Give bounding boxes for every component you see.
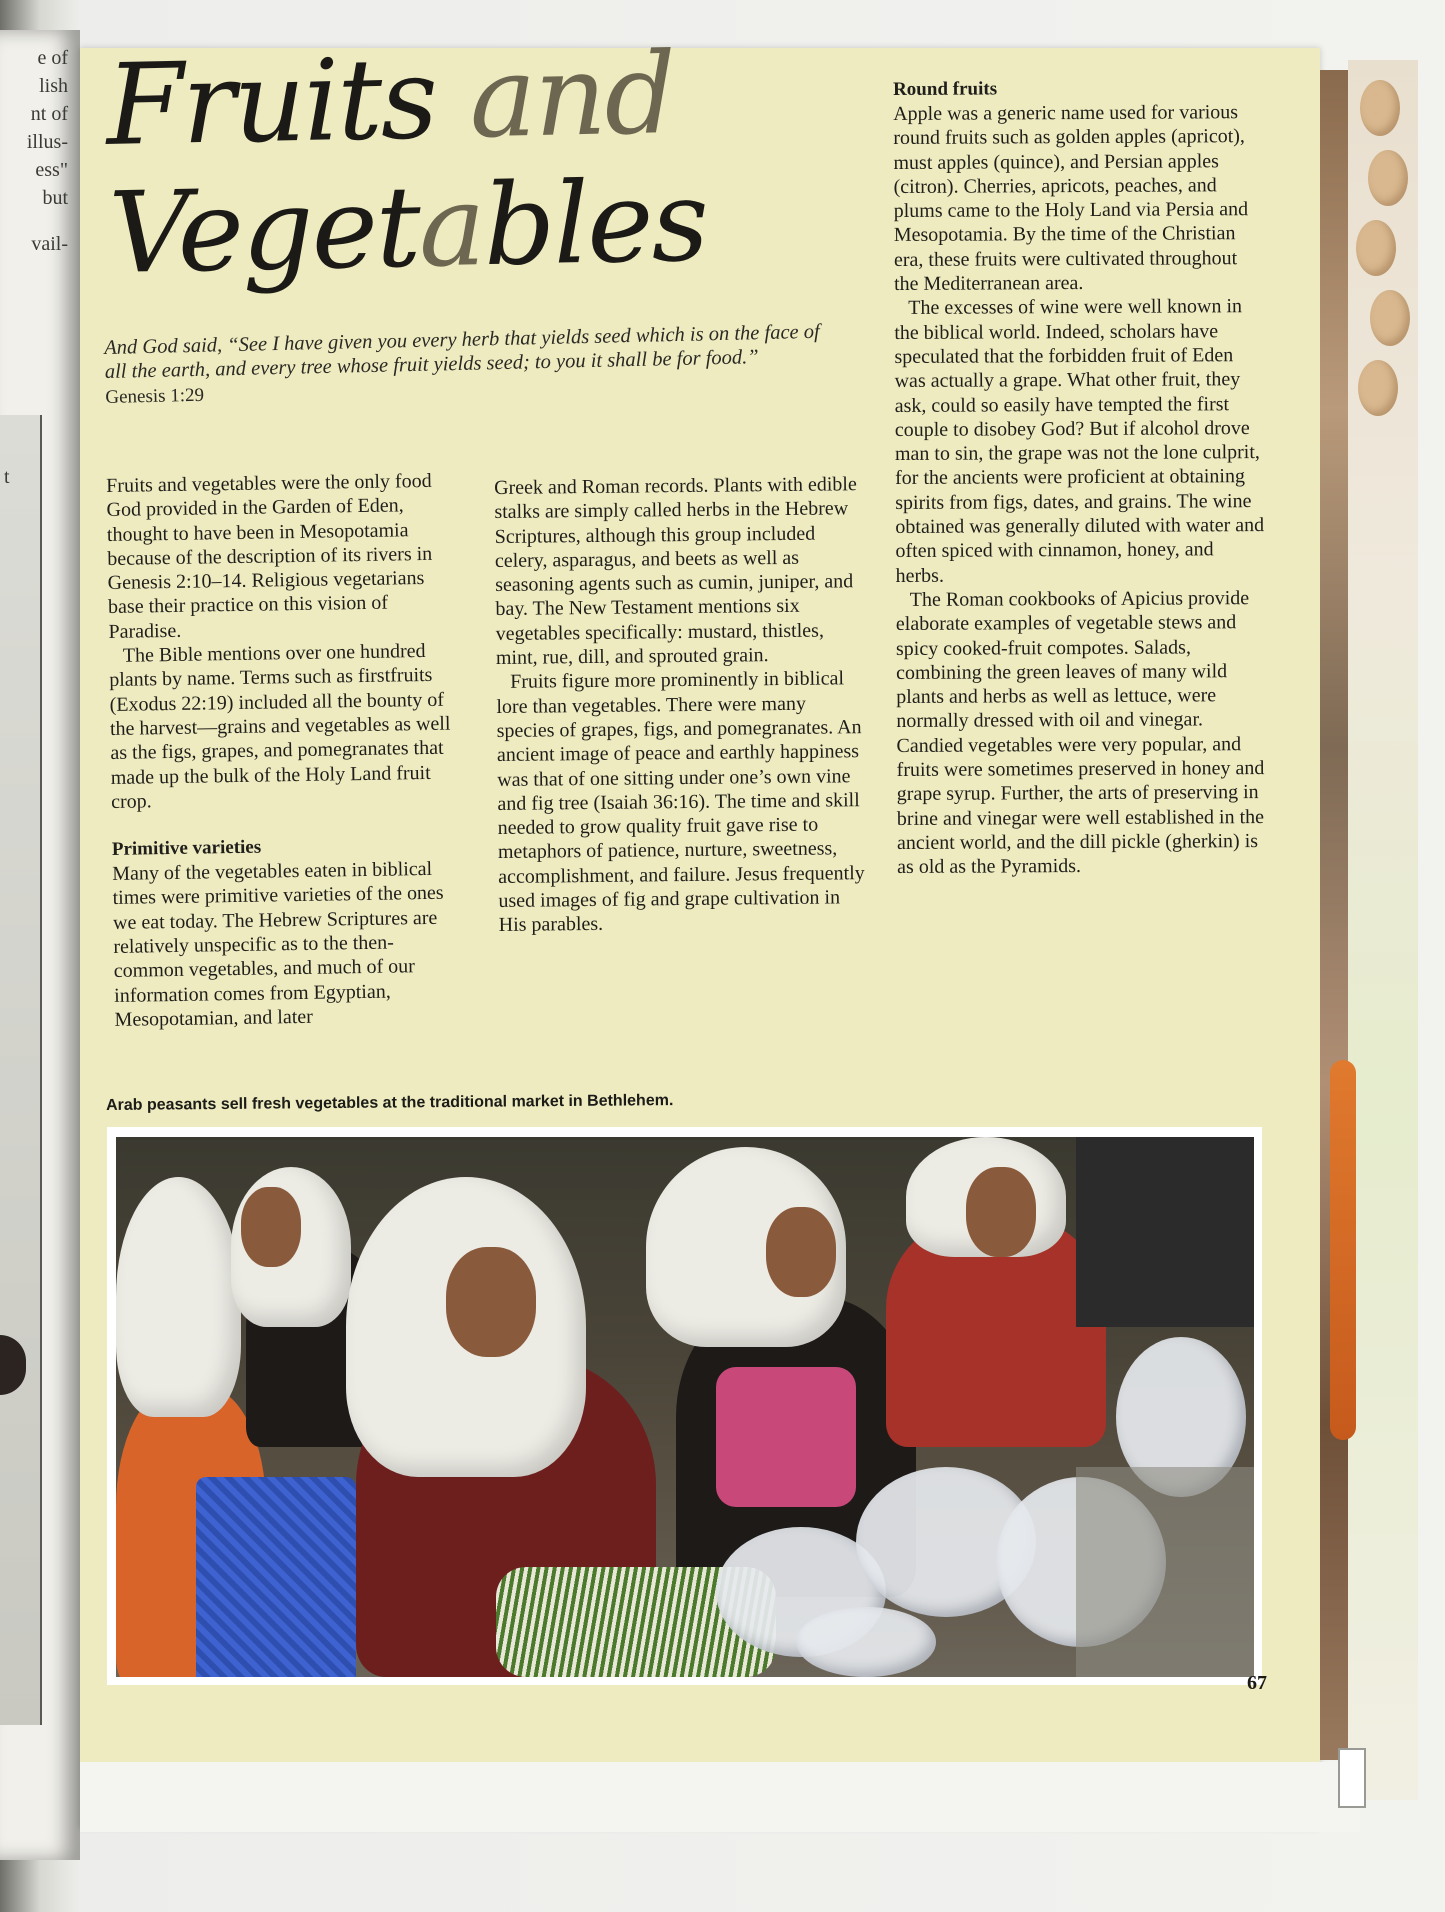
almond-image — [1360, 80, 1400, 136]
side-photo-accent — [1330, 1060, 1356, 1440]
text-column-3 — [893, 76, 1267, 879]
text-column-1 — [106, 469, 465, 1033]
market-photo — [116, 1137, 1254, 1677]
title-word: Fruits — [104, 34, 438, 171]
paragraph: The Bible mentions over one hundred plants by name. Terms such as firstfruits (Exodus 22:19) included all the bounty of the harvest—grains and vegetables as well as the figs, grapes, and pomegranates that made up the bulk of the Holy Land fruit crop. — [109, 640, 451, 813]
title-word: Veget — [107, 162, 421, 299]
side-photo-strip — [1320, 70, 1348, 1760]
paragraph: Many of the vegetables eaten in biblical times were primitive varieties of the ones we eat today. The Hebrew Scriptures are relatively unspecific as to the then-common vegetables, and much of our information comes from Egyptian, Mesopotamian, and later — [112, 858, 444, 1031]
prev-page-fragment: but — [42, 187, 68, 209]
article-title — [105, 29, 710, 298]
prev-page-fragment: lish — [39, 75, 68, 97]
photo-background-person — [1076, 1137, 1254, 1327]
photo-embroidery — [716, 1367, 856, 1507]
paragraph: The Roman cookbooks of Apicius provide elaborate examples of vegetable stews and spicy cooked-fruit compotes. Salads, combining the green leaves of many wild plants and herbs as well as lettuce, were normally dressed with oil and vinegar. Candied vegetables were very popular, and fruits were sometimes preserved in honey and grape syrup. Further, the arts of preserving in brine and vinegar were well established in the ancient world, and the dill pickle (gherkin) is as old as the Pyramids. — [895, 587, 1265, 879]
photo-face — [966, 1167, 1036, 1257]
prev-page-photo — [0, 415, 42, 1725]
photo-caption: Arab peasants sell fresh vegetables at the traditional market in Bethlehem. — [106, 1092, 674, 1114]
photo-headscarf — [116, 1177, 241, 1417]
section-heading: Primitive varieties — [111, 836, 262, 861]
title-letter: a — [417, 161, 485, 293]
title-word: and — [468, 29, 676, 164]
photo-produce-bag — [796, 1607, 936, 1677]
prev-page-fragment: t — [4, 466, 10, 488]
photo-face — [241, 1187, 301, 1267]
next-page-edge — [1348, 60, 1418, 1800]
page-bottom-margin — [80, 1762, 1360, 1832]
paragraph: Greek and Roman records. Plants with edible stalks are simply called herbs in the Hebrew Scriptures, although this group included celery, asparagus, and beets as well as seasoning agents such as cumin, juniper, and bay. The New Testament mentions six vegetables specifically: mustard, thistles, mint, rue, dill, and sprouted grain. — [494, 473, 857, 670]
almond-image — [1358, 360, 1398, 416]
photo-ground — [1076, 1467, 1254, 1677]
title-word: bles — [482, 156, 709, 292]
paragraph: Fruits and vegetables were the only food God provided in the Garden of Eden, thought to have been in Mesopotamia because of the description of its rivers in Genesis 2:10–14. Religious vegetarians base their practice on this vision of Paradise. — [106, 469, 433, 643]
prev-page-fragment: illus- — [26, 131, 68, 153]
almond-image — [1370, 290, 1410, 346]
prev-page-fragment: e of — [37, 47, 68, 69]
photo-face — [766, 1207, 836, 1297]
paragraph: Apple was a generic name used for various round fruits such as golden apples (apricot), must apples (quince), and Persian apples (citron). Cherries, apricots, peaches, and plums came to the Holy Land via Persia and Mesopotamia. By the time of the Christian era, these fruits were cultivated throughout the Mediterranean area. — [893, 101, 1249, 296]
prev-page-fragment: ess" — [35, 159, 68, 181]
photo-basket — [196, 1477, 356, 1677]
photo-face — [446, 1247, 536, 1357]
page-clip — [1338, 1748, 1366, 1808]
prev-page-fragment: vail- — [31, 233, 68, 255]
almond-image — [1368, 150, 1408, 206]
epigraph-quote: And God said, “See I have given you every herb that yields seed which is on the face of all the earth, and every tree whose fruit yields seed; to you it shall be for food.” — [104, 320, 820, 383]
prev-photo-shape — [0, 1335, 26, 1395]
paragraph: Fruits figure more prominently in biblical lore than vegetables. There were many species of grapes, figs, and pomegranates. An ancient image of peace and earthly happiness was that of one sitting under one’s own vine and fig tree (Isaiah 36:16). The time and skill needed to grow quality fruit gave rise to metaphors of patience, nurture, sweetness, accomplishment, and failure. Jesus frequently used images of fig and grape cultivation in His parables. — [496, 667, 865, 937]
prev-page-fragment: nt of — [30, 103, 68, 125]
section-heading: Round fruits — [893, 78, 998, 100]
epigraph-reference: Genesis 1:29 — [105, 384, 205, 408]
almond-image — [1356, 220, 1396, 276]
previous-page-edge — [0, 30, 80, 1860]
paragraph: The excesses of wine were well known in the biblical world. Indeed, scholars have speculated that the forbidden fruit of Eden was actually a grape. What other fruit, they ask, could so easily have tempted the first couple to disobey God? But if alcohol drove man to sin, the grape was not the lone culprit, for the ancients were proficient at obtaining spirits from figs, dates, and grains. The wine obtained was generally diluted with water and often spiced with cinnamon, honey, and herbs. — [894, 295, 1265, 587]
page-number: 67 — [1247, 1672, 1267, 1694]
text-column-2 — [494, 472, 869, 937]
